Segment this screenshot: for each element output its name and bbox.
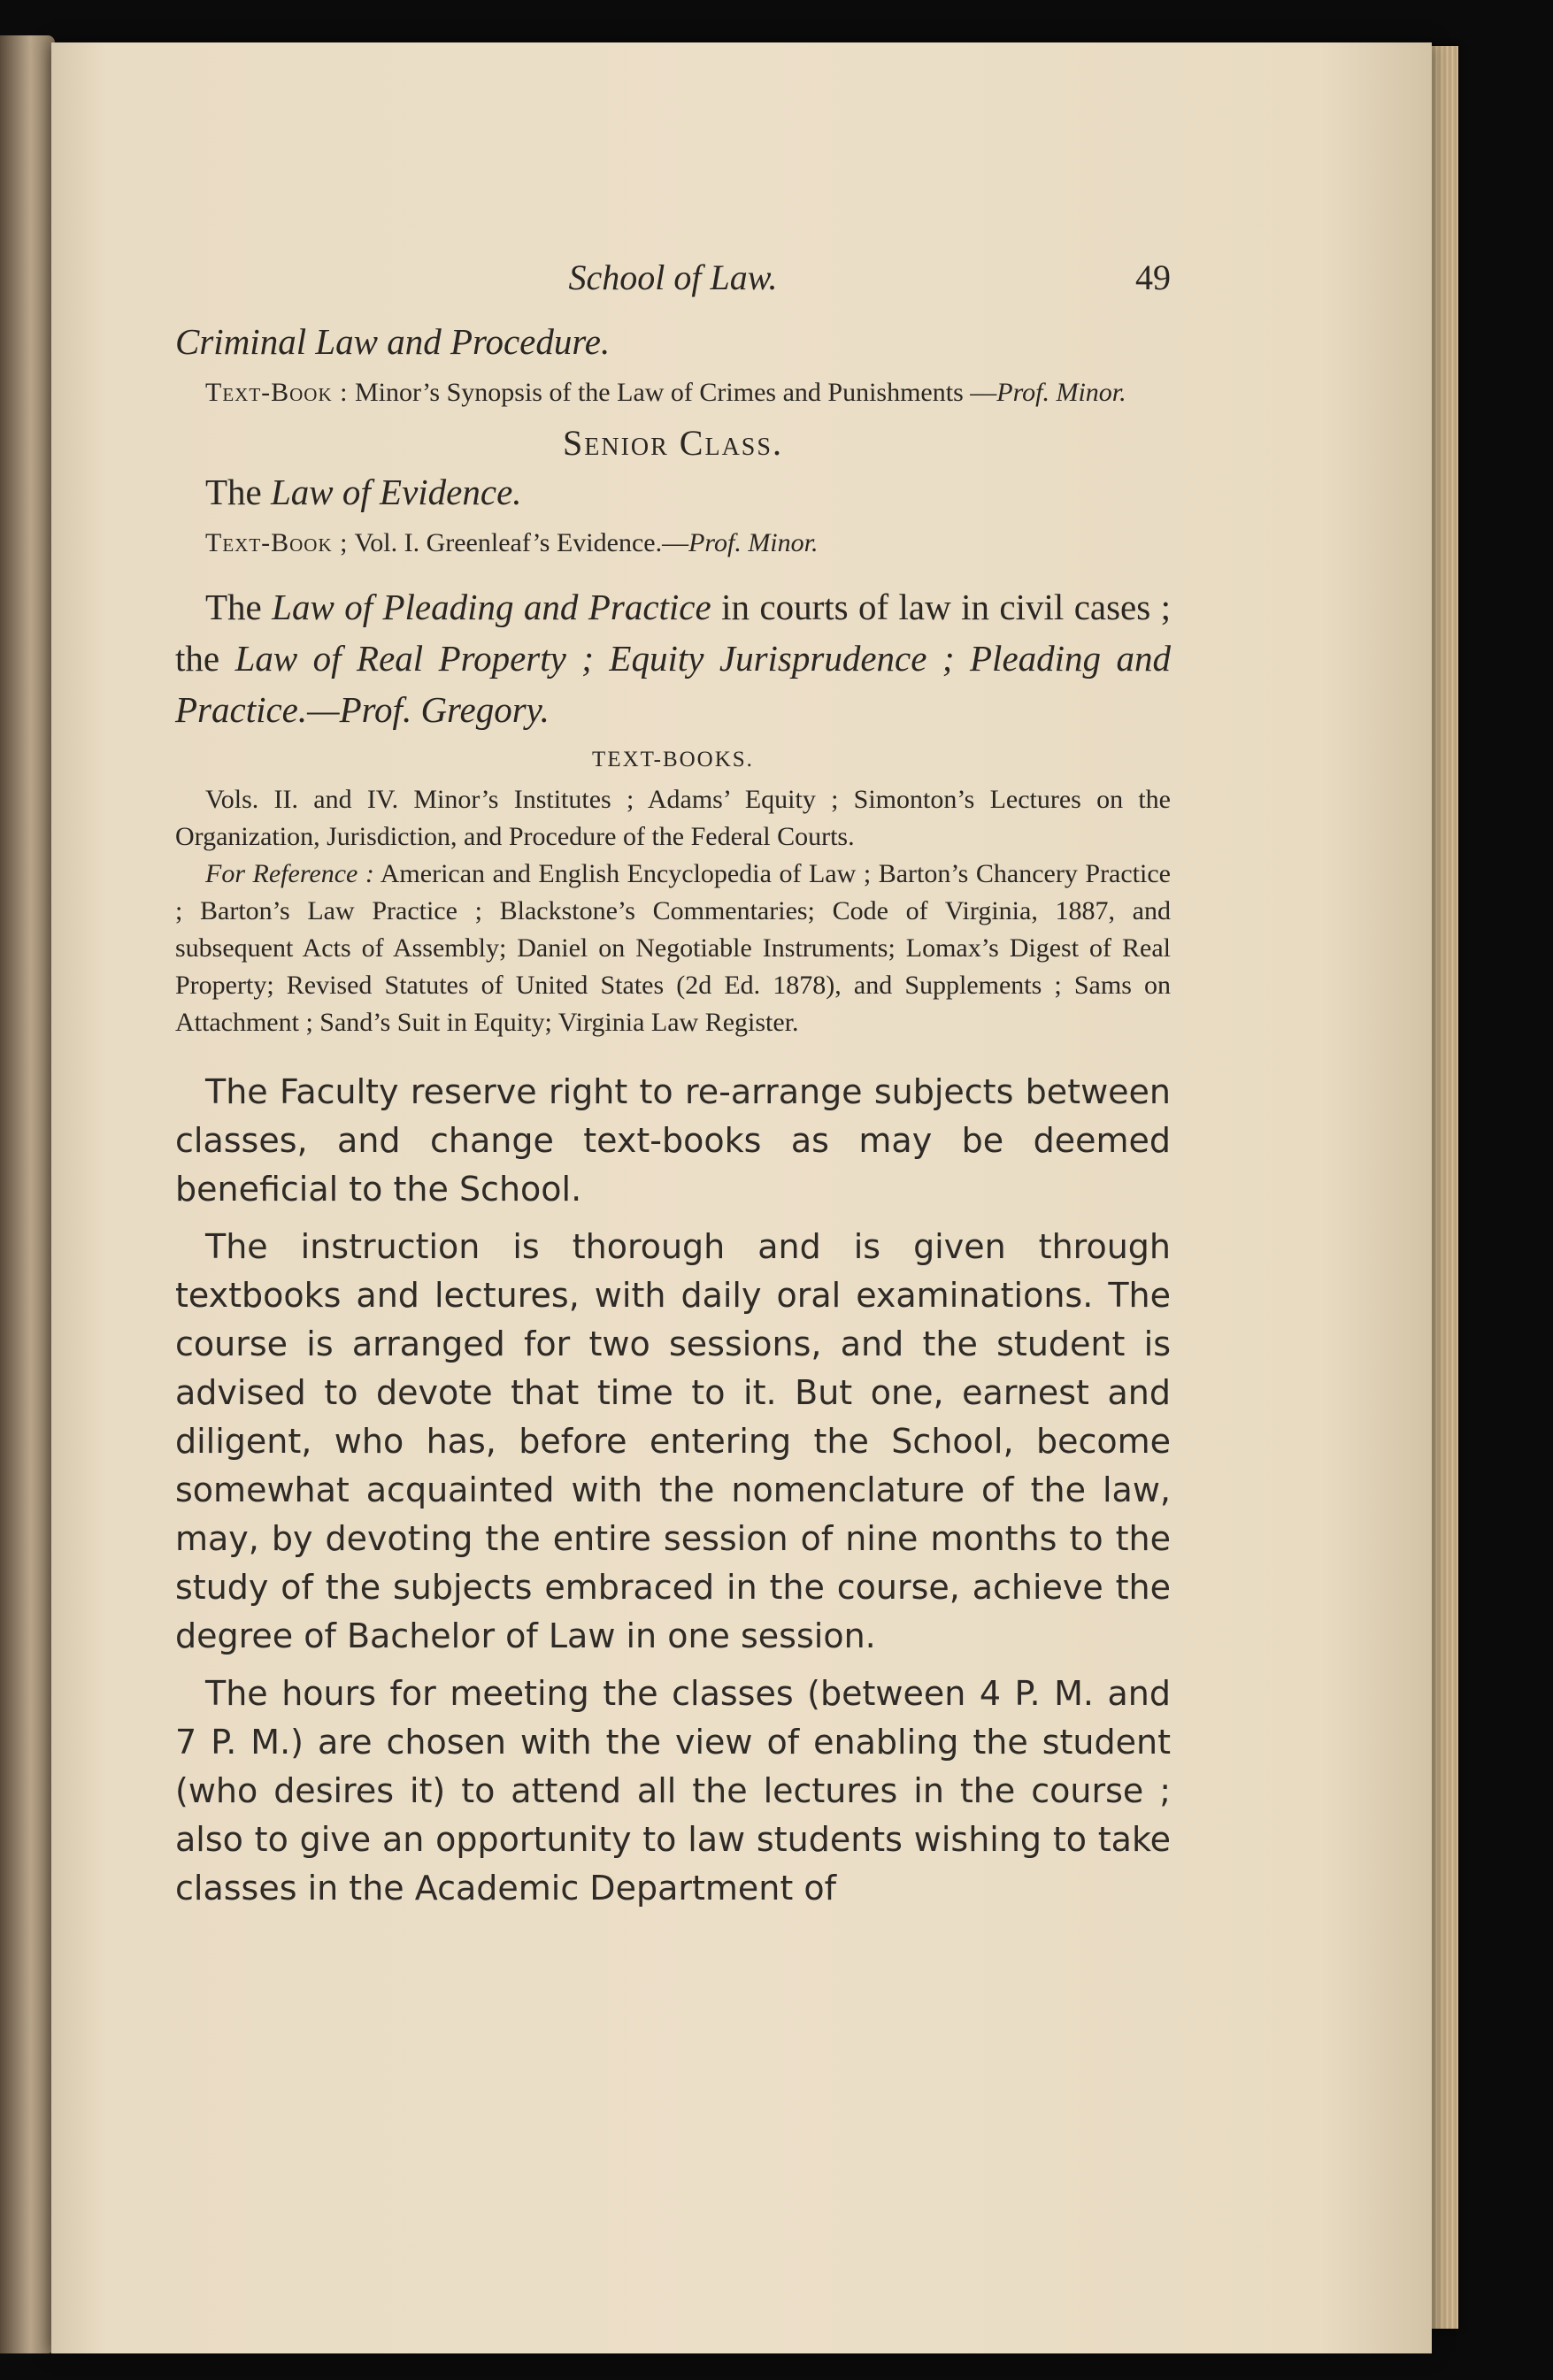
pleading-italic-2: Law of Real Property ; Equity Jurisprudence ; Pleading and Practice.—Prof. Gregory. bbox=[175, 638, 1171, 731]
evidence-heading bbox=[175, 471, 1171, 514]
reference-label: For Reference : bbox=[205, 859, 374, 889]
page-content bbox=[175, 257, 1171, 1913]
criminal-law-textbook bbox=[175, 374, 1171, 411]
hours-paragraph: The hours for meeting the classes (between 4 P. M. and 7 P. M.) are chosen with the view of enabling the student (who desires it) to attend all the lectures in the course ; also to give an opportunity to law students wishing to take classes in the Academic Department of bbox=[175, 1674, 1171, 1908]
faculty-paragraph: The Faculty reserve right to re-arrange subjects between classes, and change text-books as may be deemed beneficial to the School. bbox=[175, 1072, 1171, 1209]
instruction-paragraph: The instruction is thorough and is given through textbooks and lectures, with daily oral examinations. The course is arranged for two sessions, and the student is advised to devote that time to it. But one, earnest and diligent, who has, before entering the School, become somewhat acquainted with the nomenclature of the law, may, by devoting the entire session of nine months to the study of the subjects embraced in the course, achieve the degree of Bachelor of Law in one session. bbox=[175, 1227, 1171, 1656]
textbooks-heading: TEXT-BOOKS. bbox=[592, 748, 754, 772]
running-head-title: School of Law. bbox=[568, 257, 778, 297]
textbook-label: Text-Book ; bbox=[205, 528, 349, 558]
page-number: 49 bbox=[1135, 257, 1171, 297]
evidence-heading-prefix: The bbox=[205, 472, 271, 513]
evidence-textbook bbox=[175, 525, 1171, 562]
pleading-text-1: The bbox=[205, 587, 273, 628]
textbook-professor: Prof. Minor. bbox=[688, 528, 819, 558]
reference-list bbox=[175, 856, 1171, 1041]
reference-text: American and English Encyclopedia of Law ; Barton’s Chancery Practice ; Barton’s Law Practice ; Blackstone’s Commentaries; Code of Virginia, 1887, and subsequent Acts of Assembly; Daniel on Negotiable Instruments; Lomax’s Digest of Real Property; Revised Statutes of United States (2d Ed. 1878), and Supplements ; Sams on Attachment ; Sand’s Suit in Equity; Virginia Law Register. bbox=[175, 859, 1171, 1038]
evidence-heading-title: Law of Evidence. bbox=[271, 472, 522, 513]
textbook-professor: Prof. Minor. bbox=[996, 378, 1126, 408]
textbooks-list: Vols. II. and IV. Minor’s Institutes ; Adams’ Equity ; Simonton’s Lectures on the Organization, Jurisdiction, and Procedure of the Federal Courts. bbox=[175, 785, 1171, 852]
pleading-paragraph bbox=[175, 581, 1171, 735]
previous-page-edge bbox=[0, 35, 55, 2353]
criminal-law-heading: Criminal Law and Procedure. bbox=[175, 321, 611, 362]
pleading-text-2: in courts of law in civil cases ; the bbox=[175, 587, 1171, 679]
textbook-text: Minor’s Synopsis of the Law of Crimes and Punishments — bbox=[354, 378, 997, 408]
senior-class-heading: Senior Class. bbox=[563, 423, 783, 464]
textbook-label: Text-Book : bbox=[205, 378, 349, 408]
pleading-italic-1: Law of Pleading and Practice bbox=[272, 587, 711, 628]
running-head bbox=[175, 257, 1171, 313]
textbook-text: Vol. I. Greenleaf’s Evidence.— bbox=[354, 528, 689, 558]
